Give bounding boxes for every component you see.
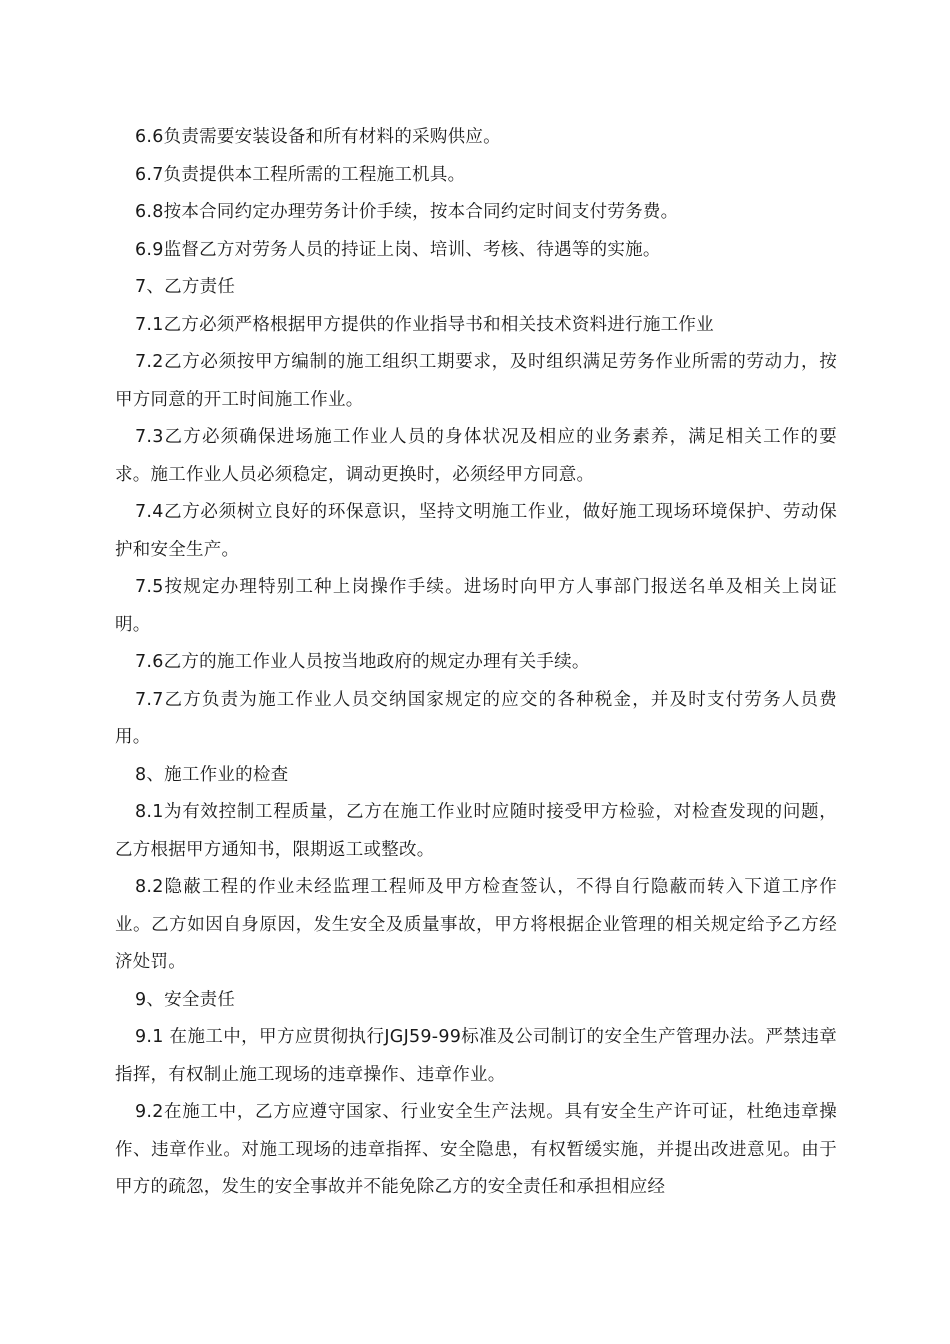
paragraph-7-6: 7.6乙方的施工作业人员按当地政府的规定办理有关手续。 (135, 652, 590, 672)
paragraph-8-2: 8.2隐蔽工程的作业未经监理工程师及甲方检查签认，不得自行隐蔽而转入下道工序作业。乙方如因自身原因，发生安全及质量事故，甲方将根据企业管理的相关规定给予乙方经济处罚。 (115, 877, 837, 972)
paragraph-7-7: 7.7乙方负责为施工作业人员交纳国家规定的应交的各种税金，并及时支付劳务人员费用。 (115, 689, 837, 747)
paragraph-6-6: 6.6负责需要安装设备和所有材料的采购供应。 (135, 127, 501, 147)
section-heading-9: 9、安全责任 (135, 989, 236, 1010)
paragraph-9-2: 9.2在施工中，乙方应遵守国家、行业安全生产法规。具有安全生产许可证，杜绝违章操作、违章作业。对施工现场的违章指挥、安全隐患，有权暂缓实施，并提出改进意见。由于甲方的疏忽，发生的安全事故并不能免除乙方的安全责任和承担相应经 (115, 1102, 837, 1197)
paragraph-8-1: 8.1为有效控制工程质量，乙方在施工作业时应随时接受甲方检验，对检查发现的问题，乙方根据甲方通知书，限期返工或整改。 (115, 802, 837, 860)
paragraph-7-1: 7.1乙方必须严格根据甲方提供的作业指导书和相关技术资料进行施工作业 (135, 314, 714, 335)
paragraph-7-5: 7.5按规定办理特别工种上岗操作手续。进场时向甲方人事部门报送名单及相关上岗证明。 (115, 577, 837, 635)
section-heading-7: 7、乙方责任 (135, 277, 236, 297)
paragraph-9-1: 9.1 在施工中，甲方应贯彻执行JGJ59-99标准及公司制订的安全生产管理办法。严禁违章指挥，有权制止施工现场的违章操作、违章作业。 (115, 1027, 837, 1085)
paragraph-7-4: 7.4乙方必须树立良好的环保意识，坚持文明施工作业，做好施工现场环境保护、劳动保护和安全生产。 (115, 502, 837, 560)
paragraph-6-9: 6.9监督乙方对劳务人员的持证上岗、培训、考核、待遇等的实施。 (135, 239, 661, 260)
paragraph-6-8: 6.8按本合同约定办理劳务计价手续，按本合同约定时间支付劳务费。 (135, 202, 679, 222)
paragraph-7-3: 7.3乙方必须确保进场施工作业人员的身体状况及相应的业务素养，满足相关工作的要求。施工作业人员必须稳定，调动更换时，必须经甲方同意。 (115, 427, 837, 485)
paragraph-6-7: 6.7负责提供本工程所需的工程施工机具。 (135, 164, 466, 185)
document-body (115, 119, 837, 1207)
paragraph-7-2: 7.2乙方必须按甲方编制的施工组织工期要求，及时组织满足劳务作业所需的劳动力，按甲方同意的开工时间施工作业。 (115, 352, 837, 410)
section-heading-8: 8、施工作业的检查 (135, 764, 289, 785)
